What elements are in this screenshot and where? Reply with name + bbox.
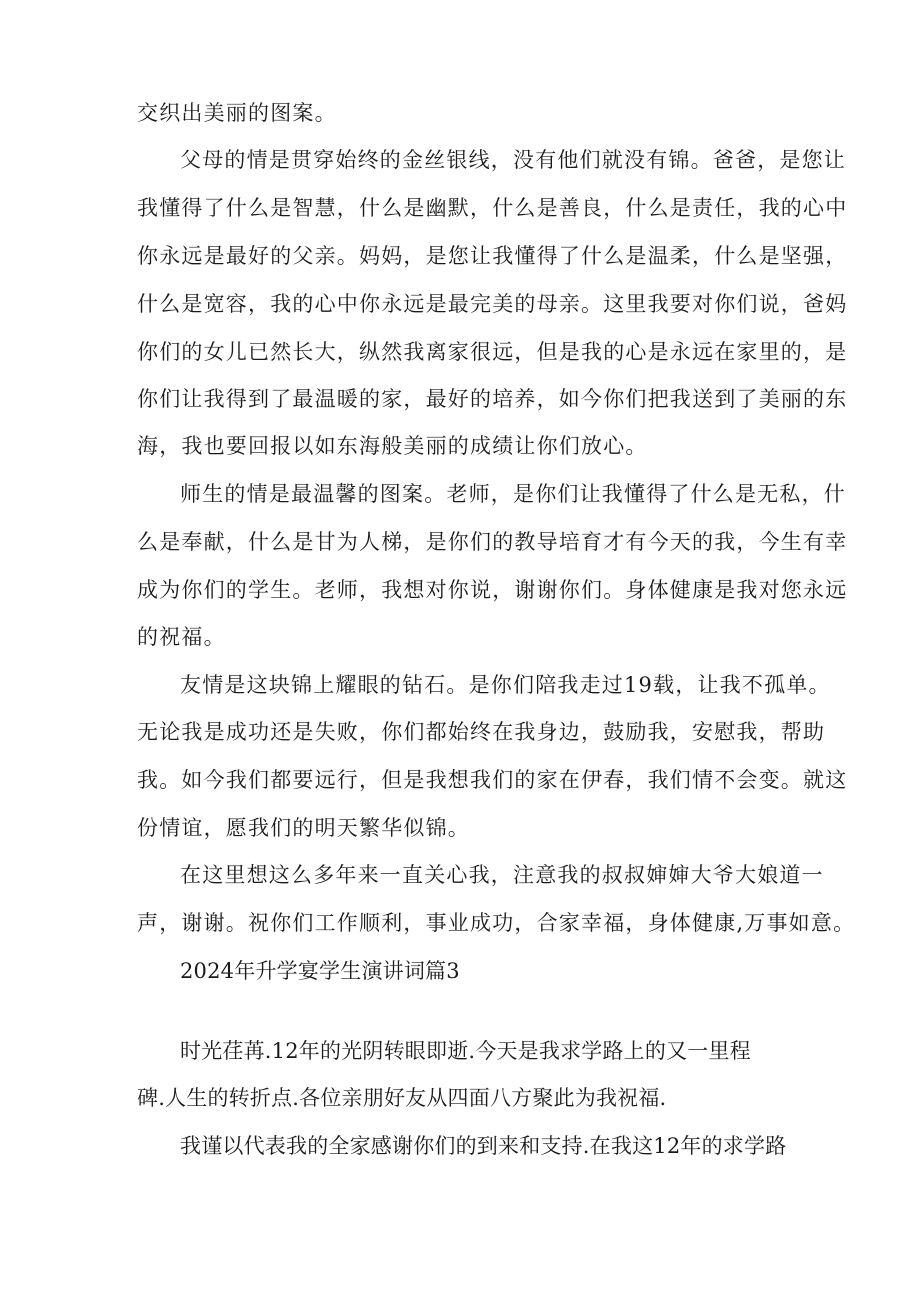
paragraph-line: 在这里想这么多年来一直关心我，注意我的叔叔婶婶大爷大娘道一 [180,863,824,887]
paragraph-line: 我。如今我们都要远行，但是我想我们的家在伊春，我们情不会变。就这 [137,768,848,792]
paragraph-line: 么是奉献，什么是甘为人梯，是你们的教导培育才有今天的我，今生有幸 [137,530,848,554]
paragraph-line: 声，谢谢。祝你们工作顺利，事业成功，合家幸福，身体健康,万事如意。 [137,911,856,935]
paragraph-line: 友情是这块锦上耀眼的钻石。是你们陪我走过19载，让我不孤单。 [180,673,831,697]
paragraph-line: 师生的情是最温馨的图案。老师，是你们让我懂得了什么是无私，什 [180,482,846,506]
paragraph-line: 我懂得了什么是智慧，什么是幽默，什么是善良，什么是责任，我的心中 [137,196,848,220]
paragraph-line: 你们的女儿已然长大，纵然我离家很远，但是我的心是永远在家里的，是 [137,340,848,364]
paragraph-line: 的祝福。 [137,625,226,649]
paragraph-line: 你永远是最好的父亲。妈妈，是您让我懂得了什么是温柔，什么是坚强， [137,244,848,268]
paragraph-line: 时光荏苒.12年的光阴转眼即逝.今天是我求学路上的又一里程 [180,1039,751,1063]
paragraph-line: 海，我也要回报以如东海般美丽的成绩让你们放心。 [137,434,648,458]
section-heading: 2024年升学宴学生演讲词篇3 [180,959,460,983]
paragraph-line: 成为你们的学生。老师，我想对你说，谢谢你们。身体健康是我对您永远 [137,578,848,602]
paragraph-line: 碑.人生的转折点.各位亲朋好友从四面八方聚此为我祝福. [137,1086,667,1110]
paragraph-line: 你们让我得到了最温暖的家，最好的培养，如今你们把我送到了美丽的东 [137,387,848,411]
paragraph-line: 交织出美丽的图案。 [137,101,337,125]
paragraph-line: 份情谊，愿我们的明天繁华似锦。 [137,816,470,840]
paragraph-line: 无论我是成功还是失败，你们都始终在我身边，鼓励我，安慰我，帮助 [137,720,826,744]
paragraph-line: 我谨以代表我的全家感谢你们的到来和支持.在我这12年的求学路 [180,1134,787,1158]
paragraph-line: 什么是宽容，我的心中你永远是最完美的母亲。这里我要对你们说，爸妈 [137,292,848,316]
paragraph-line: 父母的情是贯穿始终的金丝银线，没有他们就没有锦。爸爸，是您让 [180,148,846,172]
